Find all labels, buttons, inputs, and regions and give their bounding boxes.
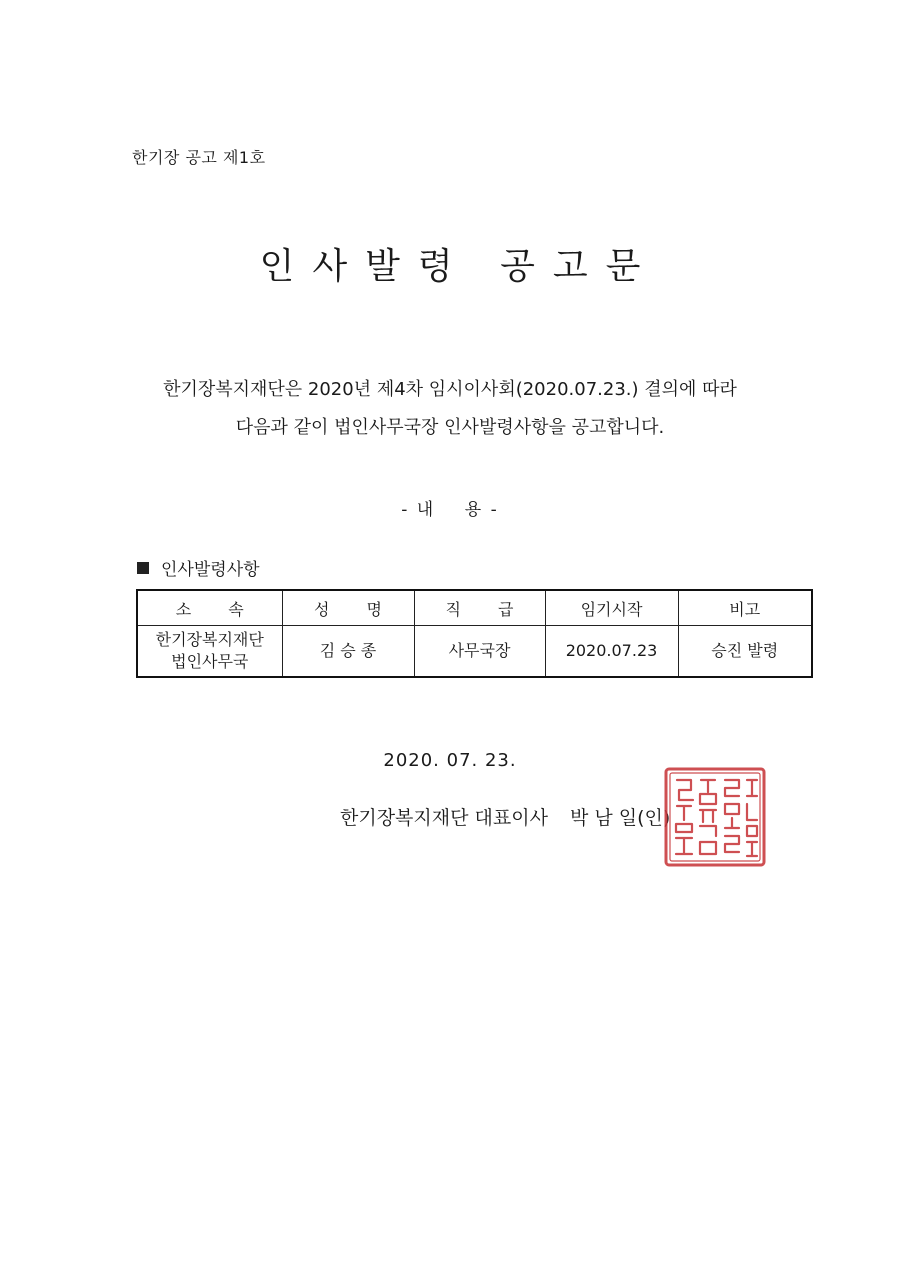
cell-affiliation [137,626,282,678]
cell-rank: 사무국장 [414,626,545,678]
table-header-row [137,590,812,626]
document-title: 인사발령 공고문 [259,246,659,287]
cell-name: 김 승 종 [282,626,414,678]
signer-line [340,803,670,830]
table-row [137,626,812,678]
header-term-start: 임기시작 [545,590,678,626]
cell-note: 승진 발령 [678,626,812,678]
header-affiliation: 소 속 [137,590,282,626]
intro-line-1: 한기장복지재단은 2020년 제4차 임시이사회(2020.07.23.) 결의에 따라 [163,379,737,400]
affiliation-line-2: 법인사무국 [171,652,249,671]
affiliation-line-1: 한기장복지재단 [155,630,264,649]
intro-line-2: 다음과 같이 법인사무국장 인사발령사항을 공고합니다. [235,417,665,438]
official-seal [663,766,767,868]
header-note: 비고 [678,590,812,626]
signer-organization-title: 한기장복지재단 대표이사 [340,807,548,829]
seal-mark: (인) [637,807,671,829]
signer-name: 박 남 일 [569,807,638,829]
cell-term-start: 2020.07.23 [545,626,678,678]
section-title [137,555,260,580]
header-name: 성 명 [282,590,414,626]
appointment-table [136,589,813,678]
header-rank: 직 급 [414,590,545,626]
section-title-label: 인사발령사항 [161,560,260,580]
content-heading: - 내 용 - [401,500,499,520]
signature-date: 2020. 07. 23. [383,750,517,771]
square-bullet-icon [137,562,149,574]
notice-number: 한기장 공고 제1호 [132,148,266,167]
